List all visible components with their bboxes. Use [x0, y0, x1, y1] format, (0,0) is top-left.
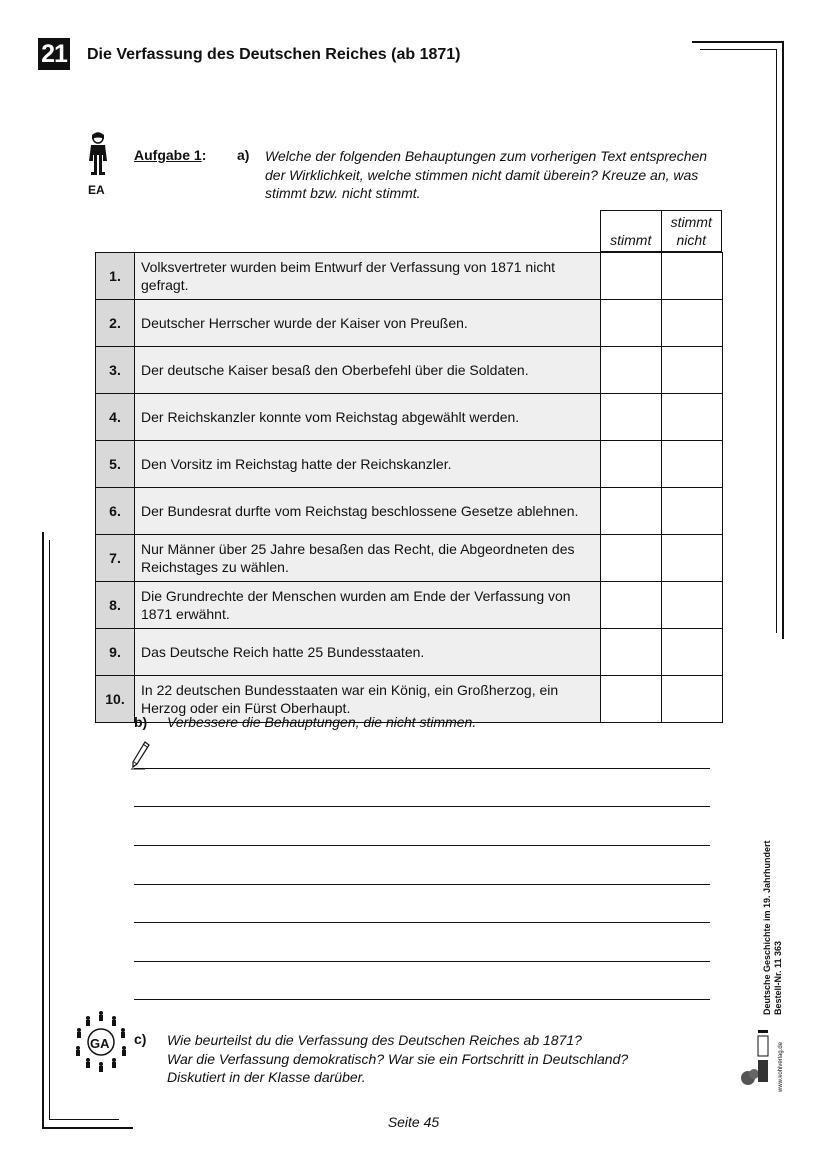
- statement-row: [96, 441, 723, 488]
- statement-text: Das Deutsche Reich hatte 25 Bundesstaaten.: [135, 629, 601, 676]
- checkbox-stimmt-nicht[interactable]: [662, 535, 723, 582]
- checkbox-stimmt-nicht[interactable]: [662, 394, 723, 441]
- book-info: [762, 825, 792, 1015]
- checkbox-stimmt-nicht[interactable]: [662, 253, 723, 300]
- writing-line[interactable]: [134, 806, 710, 807]
- checkbox-stimmt-nicht[interactable]: [662, 300, 723, 347]
- statement-number: 7.: [96, 535, 135, 582]
- task-c-label: c): [134, 1031, 147, 1047]
- statement-number: 2.: [96, 300, 135, 347]
- checkbox-stimmt-nicht[interactable]: [662, 676, 723, 723]
- individual-work-label: EA: [88, 183, 105, 197]
- writing-line[interactable]: [134, 961, 710, 962]
- page-title: Die Verfassung des Deutschen Reiches (ab 1871): [87, 46, 461, 63]
- statement-row: [96, 629, 723, 676]
- task1-label: [134, 147, 206, 163]
- checkbox-stimmt[interactable]: [601, 394, 662, 441]
- writing-line[interactable]: [134, 999, 710, 1000]
- statement-text: Deutscher Herrscher wurde der Kaiser von Preußen.: [135, 300, 601, 347]
- checkbox-stimmt[interactable]: [601, 676, 662, 723]
- statement-text: Nur Männer über 25 Jahre besaßen das Recht, die Abgeordneten des Reichstages zu wählen.: [135, 535, 601, 582]
- statement-row: [96, 347, 723, 394]
- statement-number: 6.: [96, 488, 135, 535]
- checkbox-stimmt-nicht[interactable]: [662, 582, 723, 629]
- task1-label-text: Aufgabe 1: [134, 147, 202, 163]
- checkbox-stimmt[interactable]: [601, 629, 662, 676]
- pencil-icon: [131, 740, 151, 770]
- frame-line-left-outer: [42, 532, 44, 1128]
- frame-line-right-inner: [776, 49, 777, 633]
- task-c-line: Diskutiert in der Klasse darüber.: [167, 1069, 366, 1085]
- checkbox-stimmt-nicht[interactable]: [662, 347, 723, 394]
- page-number: Seite 45: [387, 1114, 440, 1130]
- column-header-stimmt: stimmt: [601, 211, 662, 252]
- single-student-icon: [86, 131, 110, 181]
- statement-number: 5.: [96, 441, 135, 488]
- order-number: Bestell-Nr. 11 363: [773, 940, 783, 1015]
- publisher-logo-icon: [738, 1020, 772, 1090]
- task-c-line: War die Verfassung demokratisch? War sie ein Fortschritt in Deutschland?: [167, 1050, 629, 1067]
- checkbox-stimmt[interactable]: [601, 347, 662, 394]
- writing-line[interactable]: [134, 768, 710, 769]
- statement-number: 3.: [96, 347, 135, 394]
- statement-row: [96, 488, 723, 535]
- column-header-stimmt-nicht: stimmt nicht: [661, 211, 722, 252]
- statements-table: [95, 252, 723, 723]
- statement-row: [96, 253, 723, 300]
- statement-row: [96, 300, 723, 347]
- frame-line-top-right-outer: [692, 41, 783, 43]
- statement-number: 9.: [96, 629, 135, 676]
- checkbox-stimmt[interactable]: [601, 441, 662, 488]
- checkbox-stimmt-nicht[interactable]: [662, 629, 723, 676]
- writing-line[interactable]: [134, 845, 710, 846]
- task-c-line: Wie beurteilst du die Verfassung des Deutschen Reiches ab 1871?: [167, 1032, 582, 1048]
- statement-number: 8.: [96, 582, 135, 629]
- writing-line[interactable]: [134, 922, 710, 923]
- statement-number: 10.: [96, 676, 135, 723]
- task1-label-colon: :: [201, 147, 207, 163]
- checkbox-stimmt[interactable]: [601, 535, 662, 582]
- statement-row: [96, 394, 723, 441]
- statement-number: 4.: [96, 394, 135, 441]
- frame-line-top-right-inner: [700, 49, 776, 50]
- frame-line-left-inner: [49, 540, 50, 1120]
- statement-text: Der deutsche Kaiser besaß den Oberbefehl über die Soldaten.: [135, 347, 601, 394]
- statement-number: 1.: [96, 253, 135, 300]
- statement-text: Der Reichskanzler konnte vom Reichstag abgewählt werden.: [135, 394, 601, 441]
- checkbox-stimmt[interactable]: [601, 253, 662, 300]
- chapter-number-badge: 21: [38, 38, 70, 70]
- checkbox-stimmt-nicht[interactable]: [662, 488, 723, 535]
- frame-line-right-outer: [782, 41, 784, 639]
- checkbox-stimmt[interactable]: [601, 582, 662, 629]
- statement-text: In 22 deutschen Bundesstaaten war ein König, ein Großherzog, ein Herzog oder ein Fürst Oberhaupt.: [135, 676, 601, 723]
- book-title: Deutsche Geschichte im 19. Jahrhundert: [762, 840, 772, 1015]
- task1-instruction: Welche der folgenden Behauptungen zum vorherigen Text entsprechen der Wirklichkeit, welche stimmen nicht damit überein? Kreuze an, was stimmt bzw. nicht stimmt.: [265, 148, 708, 201]
- writing-line[interactable]: [134, 884, 710, 885]
- statement-row: [96, 582, 723, 629]
- checkbox-stimmt[interactable]: [601, 300, 662, 347]
- publisher-url: www.kohlverlag.de: [778, 1041, 784, 1092]
- statement-text: Der Bundesrat durfte vom Reichstag beschlossene Gesetze ablehnen.: [135, 488, 601, 535]
- task-b-instruction: Verbessere die Behauptungen, die nicht stimmen.: [167, 714, 477, 730]
- statement-text: Die Grundrechte der Menschen wurden am Ende der Verfassung von 1871 erwähnt.: [135, 582, 601, 629]
- task-b-label: b): [134, 714, 148, 730]
- checkbox-stimmt-nicht[interactable]: [662, 441, 723, 488]
- statement-text: Volksvertreter wurden beim Entwurf der Verfassung von 1871 nicht gefragt.: [135, 253, 601, 300]
- statement-row: [96, 535, 723, 582]
- checkbox-stimmt[interactable]: [601, 488, 662, 535]
- statement-text: Den Vorsitz im Reichstag hatte der Reichskanzler.: [135, 441, 601, 488]
- task-c-instruction: [167, 1031, 727, 1087]
- task1-part-a-label: a): [237, 147, 250, 163]
- answer-column-headers: [600, 210, 722, 252]
- group-work-label: GA: [90, 1036, 110, 1051]
